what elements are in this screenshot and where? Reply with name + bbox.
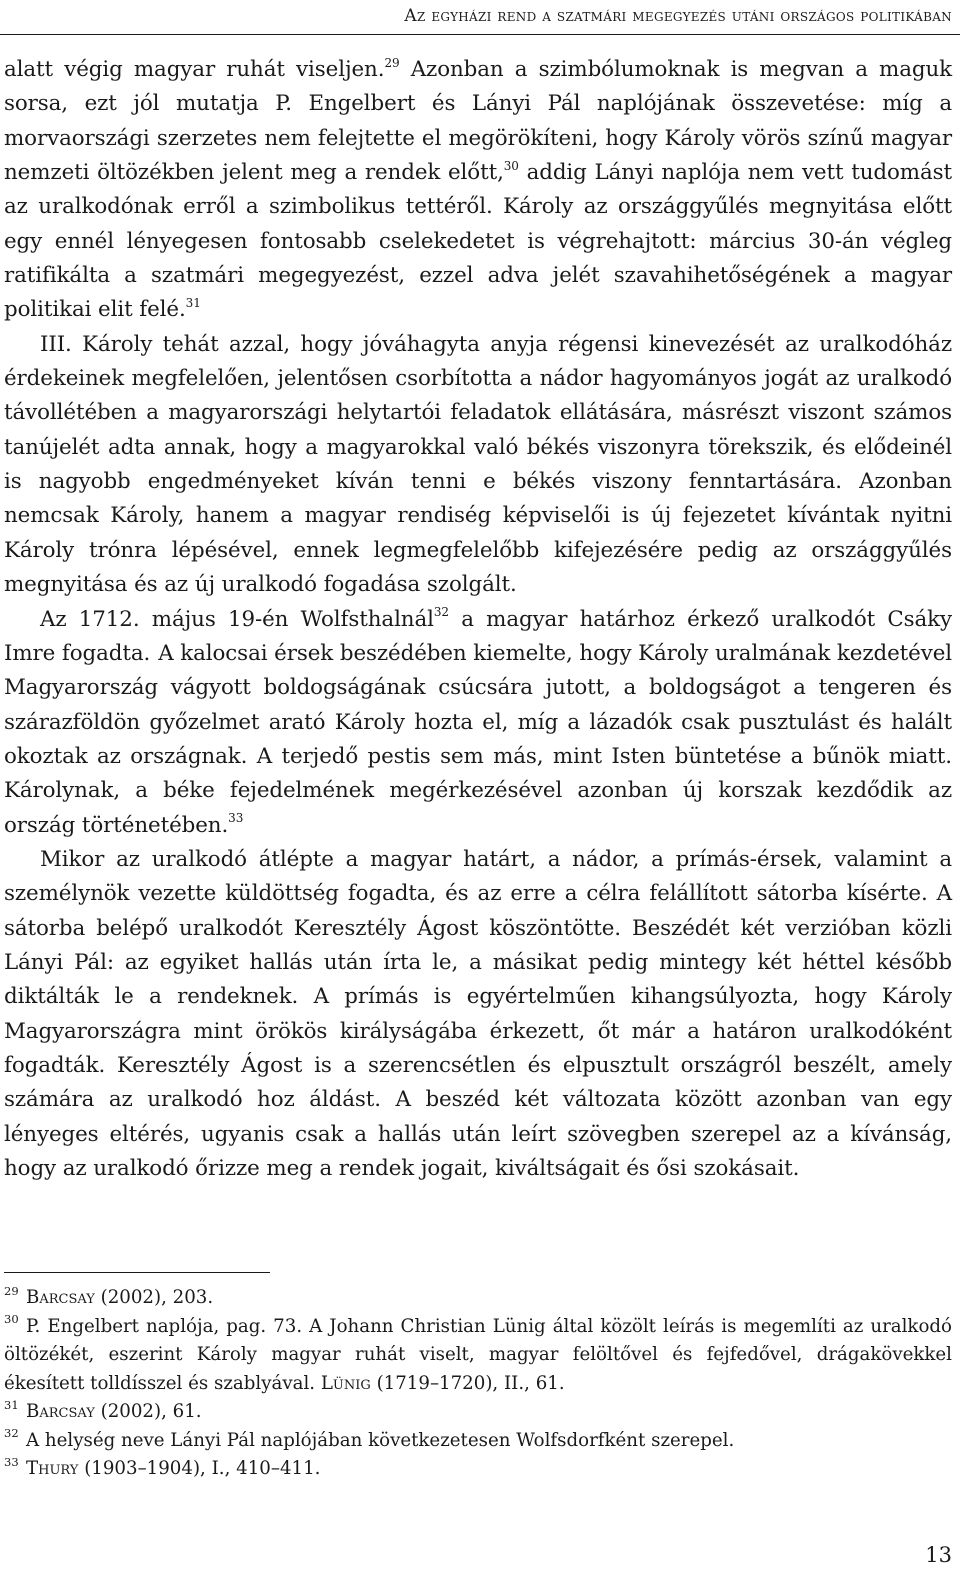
paragraph-3-text-b: a magyar határhoz érkező uralkodót Csáky Imre fogadta. bbox=[4, 606, 952, 666]
page-number: 13 bbox=[925, 1543, 952, 1567]
footnote-31: $^{31}$ Barcsay (2002), 61. bbox=[4, 1397, 202, 1422]
footnote-ref-33[interactable]: 33 bbox=[228, 811, 244, 826]
paragraph-1 bbox=[4, 53, 952, 328]
footnotes bbox=[4, 1284, 952, 1484]
footnote-ref-29[interactable]: 29 bbox=[384, 55, 400, 70]
paragraph-1-text-a: alatt végig magyar ruhát viseljen. bbox=[4, 57, 385, 82]
footnote-text-2: (1719–1720), II., 61. bbox=[370, 1372, 565, 1394]
paragraph-3-text-c: A kalocsai érsek beszédében kiemelte, hogy Károly uralmának kezdetével Magyarország vágyott boldogságának csúcsára jutott, a boldogságot a tengeren és szárazföldön győzelmet arató Károly hozta el, míg a lázadók csak pusztulást és halált okoztak az országnak. A terjedő pestis sem más, mint Isten büntetése a bűnök miatt. Károlynak, a béke fejedelmének megérkezésével azonban új korszak kezdődik az ország történetében. bbox=[4, 640, 953, 838]
paragraph-2: III. Károly tehát azzal, hogy jóváhagyta anyja régensi kinevezését az uralkodóház érdekeinek megfelelően, jelentősen csorbította a nádor hagyományos jogát az uralkodó távollétében a magyarországi helytartói feladatok ellátására, másrészt viszont számos tanújelét adta annak, hogy a magyarokkal való békés viszonyra törekszik, és elődeinél is nagyobb engedményeket kíván tenni e békés viszony fenntartására. Azonban nemcsak Károly, hanem a magyar rendiség képviselői is új fejezetet kívántak nyitni Károly trónra lépésével, ennek legmegfelelőbb kifejezésére pedig az országgyűlés megnyitása és az új uralkodó fogadása szolgált. bbox=[4, 331, 952, 598]
footnote-text: (2002), 61. bbox=[94, 1401, 202, 1422]
running-head: Az egyházi rend a szatmári megegyezés utáni országos politikában bbox=[404, 6, 952, 26]
footnote-text: (2002), 203. bbox=[94, 1287, 214, 1308]
paragraph-3-text-a: Az 1712. május 19-én Wolfsthalnál bbox=[40, 606, 434, 632]
paragraph-1-text-b: Azonban a szimbólumoknak is megvan a maguk sorsa, ezt jól mutatja P. Engelbert és Lányi Pál naplójának összevetése: míg a morvaországi szerzetes nem felejtette el megörökíteni, hogy Károly vörös színű magyar nemzeti öltözékben jelent meg a rendek előtt, bbox=[4, 57, 953, 186]
paragraph-3 bbox=[4, 603, 952, 843]
footnote-text: (1903–1904), I., 410–411. bbox=[78, 1458, 321, 1479]
footnote-author: Thury bbox=[26, 1458, 79, 1479]
footnote-ref-30[interactable]: 30 bbox=[503, 158, 519, 173]
paragraph-1-text-c: addig Lányi naplója nem vett tudomást az uralkodónak erről a szimbolikus tettéről. Károly az országgyűlés megnyitása előtt egy ennél lényegesen fontosabb cselekedetet is végrehajtott: március 30-án végleg ratifikálta a szatmári megegyezést, ezzel adva jelét szavahihetőségének a magyar politikai elit felé. bbox=[4, 160, 952, 323]
footnote-author: Barcsay bbox=[26, 1401, 95, 1422]
footnote-29: $^{29}$ Barcsay (2002), 203. bbox=[4, 1283, 214, 1308]
footnote-text: P. Engelbert naplója, pag. 73. A Johann Christian Lünig által közölt leírás is megemlíti az uralkodó öltözékét, eszerint Károly magyar ruhát viselt, magyar felöltővel és fejfedővel, drágakövekkel ékesített tolldísszel és szablyával. bbox=[4, 1315, 952, 1394]
footnote-separator bbox=[4, 1272, 270, 1273]
footnote-ref-31[interactable]: 31 bbox=[185, 296, 201, 311]
footnote-author: Lünig bbox=[320, 1372, 371, 1394]
footnote-32: $^{32}$ A helység neve Lányi Pál naplójában következetesen Wolfsdorfként szerepel. bbox=[4, 1426, 735, 1451]
header-rule bbox=[0, 34, 960, 35]
footnote-33: $^{33}$ Thury (1903–1904), I., 410–411. bbox=[4, 1454, 321, 1479]
footnote-text: A helység neve Lányi Pál naplójában következetesen Wolfsdorfként szerepel. bbox=[26, 1429, 735, 1451]
main-text bbox=[4, 53, 952, 1186]
footnote-author: Barcsay bbox=[26, 1287, 95, 1308]
footnote-ref-32[interactable]: 32 bbox=[433, 605, 449, 620]
footnote-30: $^{30}$ P. Engelbert naplója, pag. 73. A Johann Christian Lünig által közölt leírás is megemlíti az uralkodó öltözékét, eszerint Károly magyar ruhát viselt, magyar felöltővel és fejfedővel, drágakövekkel ékesített tolldísszel és szablyával. Lünig (1719–1720), II., 61. bbox=[4, 1312, 952, 1394]
paragraph-4: Mikor az uralkodó átlépte a magyar határt, a nádor, a prímás-érsek, valamint a személynök vezette küldöttség fogadta, és az erre a célra felállított sátorba kísérte. A sátorba belépő uralkodót Keresztély Ágost köszöntötte. Beszédét két verzióban közli Lányi Pál: az egyiket hallás után írta le, a másikat pedig mintegy két héttel később diktálták le a rendeknek. A prímás is egyértelműen kihangsúlyozta, hogy Károly Magyarországra mint örökös királyságába érkezett, őt már a határon uralkodóként fogadták. Keresztély Ágost is a szerencsétlen és elpusztult országról beszélt, amely számára az uralkodó hoz áldást. A beszéd két változata között azonban van egy lényeges eltérés, ugyanis csak a hallás után leírt szövegben szerepel az a kívánság, hogy az uralkodó őrizze meg a rendek jogait, kiváltságait és ősi szokásait. bbox=[4, 846, 952, 1181]
